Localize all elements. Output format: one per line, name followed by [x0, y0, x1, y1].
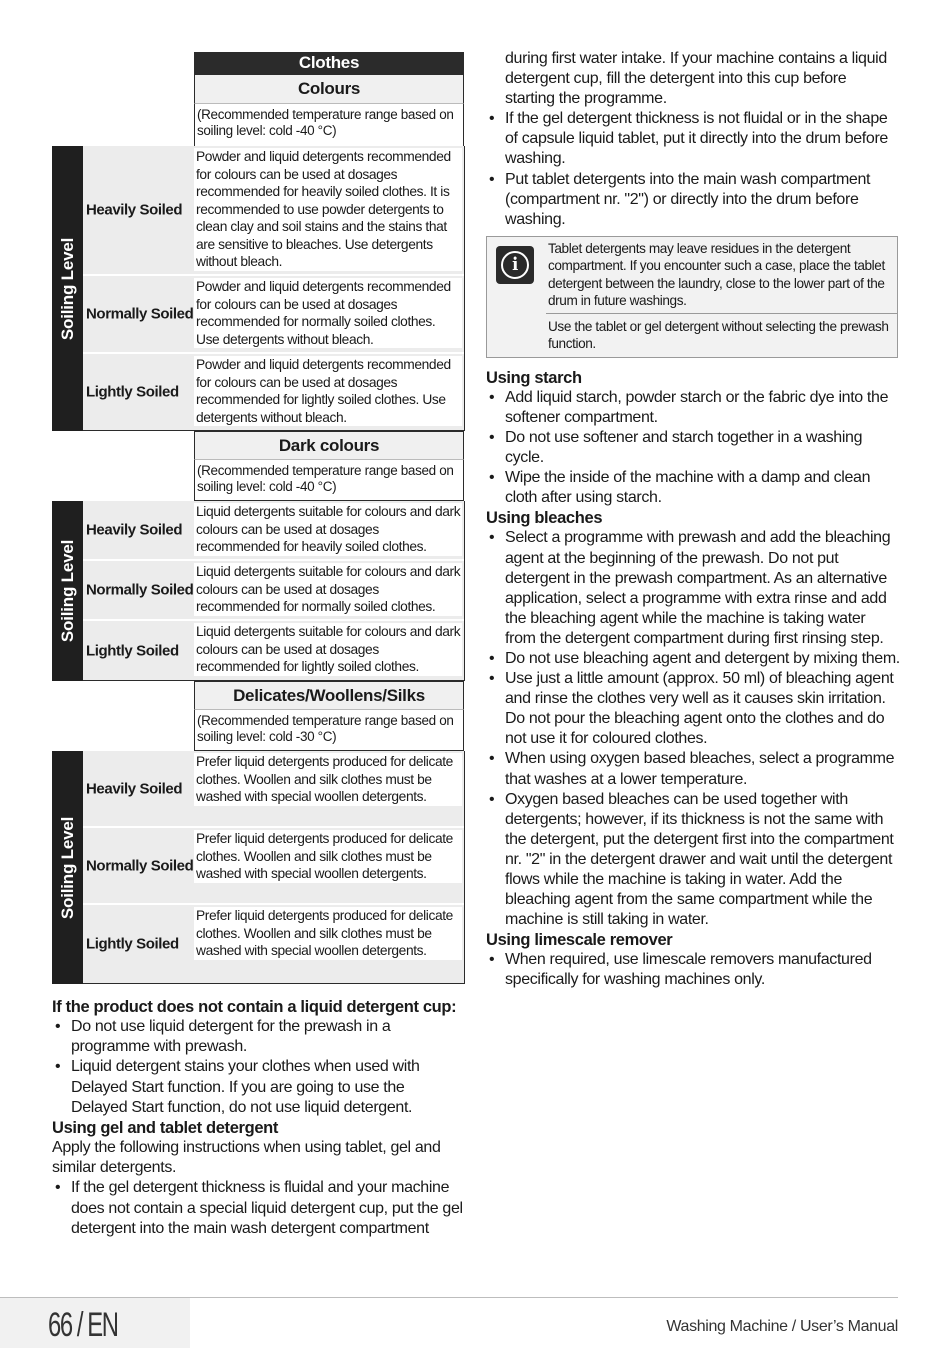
table-row [83, 276, 464, 352]
table-row [83, 905, 464, 983]
soil-level-normally: Normally Soiled [86, 305, 194, 323]
table-row [83, 354, 464, 430]
gel-heading: Using gel and tablet detergent [52, 1119, 279, 1138]
list-item: • When using oxygen based bleaches, select a programme that washes at a lower temperature. [486, 749, 900, 789]
gel-bullet-continuation: during first water intake. If your machine contains a liquid detergent cup, fill the detergent into this cup before starting the programme. [505, 50, 887, 108]
list-item: • Use just a little amount (approx. 50 ml) of bleaching agent and rinse the clothes very well as it causes skin irritation. Do not pour the bleaching agent onto the clothes and do not use it for coloured clothes. [486, 669, 900, 749]
list-item: • Select a programme with prewash and add the bleaching agent at the beginning of the prewash. Do not put detergent in the prewash compartment. As an alternative application, select a programme with extra rinse and add the bleaching agent while the machine is taking water from the detergent compartment during first rinsing step. [486, 528, 900, 649]
list-item: • Do not use softener and starch together in a washing cycle. [486, 428, 900, 468]
soil-description: Liquid detergents suitable for colours and dark colours can be used at dosages recommended for normally soiled clothes. [196, 564, 461, 614]
info-note-box [486, 236, 898, 358]
soil-level-normally: Normally Soiled [86, 581, 194, 599]
detergent-table [52, 0, 464, 990]
table-row [83, 501, 464, 559]
page-number: 66 / EN [48, 1306, 118, 1344]
soil-description: Prefer liquid detergents produced for delicate clothes. Woollen and silk clothes must be washed with special woollen detergents. [194, 830, 462, 883]
gel-intro: Apply the following instructions when using tablet, gel and similar detergents. [52, 1139, 441, 1177]
soil-level-lightly: Lightly Soiled [86, 935, 179, 953]
soil-level-lightly: Lightly Soiled [86, 383, 179, 401]
list-item: • Do not use bleaching agent and detergent by mixing them. [486, 649, 900, 669]
soil-description: Powder and liquid detergents recommended for colours can be used at dosages recommended for heavily soiled clothes. It is recommended to use powder detergents to clean clay and soil stains and the stains that are sensitive to bleaches. Use detergents without bleach. [194, 148, 462, 271]
soil-level-lightly: Lightly Soiled [86, 642, 179, 659]
soiling-rows-dark-colours [83, 501, 465, 681]
section-recommended-dark-colours: (Recommended temperature range based on soiling level: cold -40 °C) [194, 459, 464, 501]
list-item: • Do not use liquid detergent for the prewash in a programme with prewash. [52, 1017, 464, 1057]
info-icon: i [496, 246, 534, 284]
list-item: • When required, use limescale removers manufactured specifically for washing machines only. [486, 950, 900, 990]
soil-level-heavily: Heavily Soiled [86, 780, 183, 797]
table-row [83, 828, 464, 903]
table-row [83, 561, 464, 619]
footer-manual-title: Washing Machine / User’s Manual [666, 1318, 898, 1335]
soil-description: Liquid detergents suitable for colours and dark colours can be used at dosages recommended for lightly soiled clothes. [196, 624, 461, 674]
soiling-level-label-colours: Soiling Level [52, 146, 83, 431]
starch-list [486, 388, 900, 509]
list-item: • Add liquid starch, powder starch or the fabric dye into the softener compartment. [486, 388, 900, 428]
list-item: • Wipe the inside of the machine with a damp and clean cloth after using starch. [486, 468, 900, 508]
section-title-colours: Colours [194, 74, 464, 103]
info-note-2: Use the tablet or gel detergent without selecting the prewash function. [548, 318, 889, 352]
left-text-column [52, 997, 464, 1239]
limescale-heading: Using limescale remover [486, 931, 673, 950]
soil-level-heavily: Heavily Soiled [86, 521, 183, 539]
soiling-rows-colours [83, 146, 465, 431]
info-divider [546, 313, 897, 314]
starch-heading: Using starch [486, 368, 582, 387]
list-item: • Liquid detergent stains your clothes when used with Delayed Start function. If you are going to use the Delayed Start function, do not use liquid detergent. [52, 1057, 464, 1118]
soil-description: Liquid detergents suitable for colours and dark colours can be used at dosages recommended for heavily soiled clothes. [196, 504, 461, 554]
list-item: • If the gel detergent thickness is fluidal and your machine does not contain a special liquid detergent cup, put the gel detergent into the main wash detergent compartment [52, 1178, 464, 1239]
soiling-level-label-dark-colours: Soiling Level [52, 501, 83, 681]
section-recommended-colours: (Recommended temperature range based on soiling level: cold -40 °C) [194, 103, 464, 147]
soil-description: Powder and liquid detergents recommended for colours can be used at dosages recommended for lightly soiled clothes. Use detergents without bleach. [194, 356, 462, 426]
limescale-list [486, 950, 900, 990]
table-row [83, 751, 464, 826]
bleach-heading: Using bleaches [486, 509, 603, 528]
table-row [83, 146, 464, 274]
no-cup-heading: If the product does not contain a liquid detergent cup: [52, 998, 457, 1016]
soil-level-heavily: Heavily Soiled [86, 201, 183, 219]
info-note-1: Tablet detergents may leave residues in the detergent compartment. If you encounter such a case, place the tablet detergent between the laundry, close to the lower part of the drum in future washings. [548, 240, 885, 309]
table-row [83, 621, 464, 680]
soil-description: Prefer liquid detergents produced for delicate clothes. Woollen and silk clothes must be washed with special woollen detergents. [194, 753, 462, 806]
list-item: • Oxygen based bleaches can be used together with detergents; however, if its thickness is not the same with the detergent, put the detergent first into the compartment nr. "2" in the detergent drawer and wait until the detergent flows while the machine is taking in water. Add the bleaching agent from the same compartment while the machine is still taking in water. [486, 790, 900, 931]
soiling-rows-delicates [83, 751, 465, 984]
right-text-column [486, 49, 900, 990]
section-recommended-delicates: (Recommended temperature range based on soiling level: cold -30 °C) [194, 709, 464, 751]
bleach-list [486, 528, 900, 930]
soiling-level-label-delicates: Soiling Level [52, 751, 83, 984]
no-cup-list [52, 1017, 464, 1118]
gel-list [52, 1178, 464, 1239]
list-item: • If the gel detergent thickness is not fluidal or in the shape of capsule liquid tablet, put it directly into the drum before washing. [486, 109, 900, 169]
soil-level-normally: Normally Soiled [86, 857, 194, 874]
gel-list-continued [486, 109, 900, 230]
soil-description: Prefer liquid detergents produced for delicate clothes. Woollen and silk clothes must be washed with special woollen detergents. [194, 907, 462, 960]
section-title-delicates: Delicates/Woollens/Silks [194, 681, 464, 709]
table-header-clothes: Clothes [194, 52, 464, 74]
soil-description: Powder and liquid detergents recommended for colours can be used at dosages recommended for normally soiled clothes. Use detergents without bleach. [194, 278, 462, 348]
list-item: • Put tablet detergents into the main wash compartment (compartment nr. "2") or directly into the drum before washing. [486, 170, 900, 230]
section-title-dark-colours: Dark colours [194, 431, 464, 459]
